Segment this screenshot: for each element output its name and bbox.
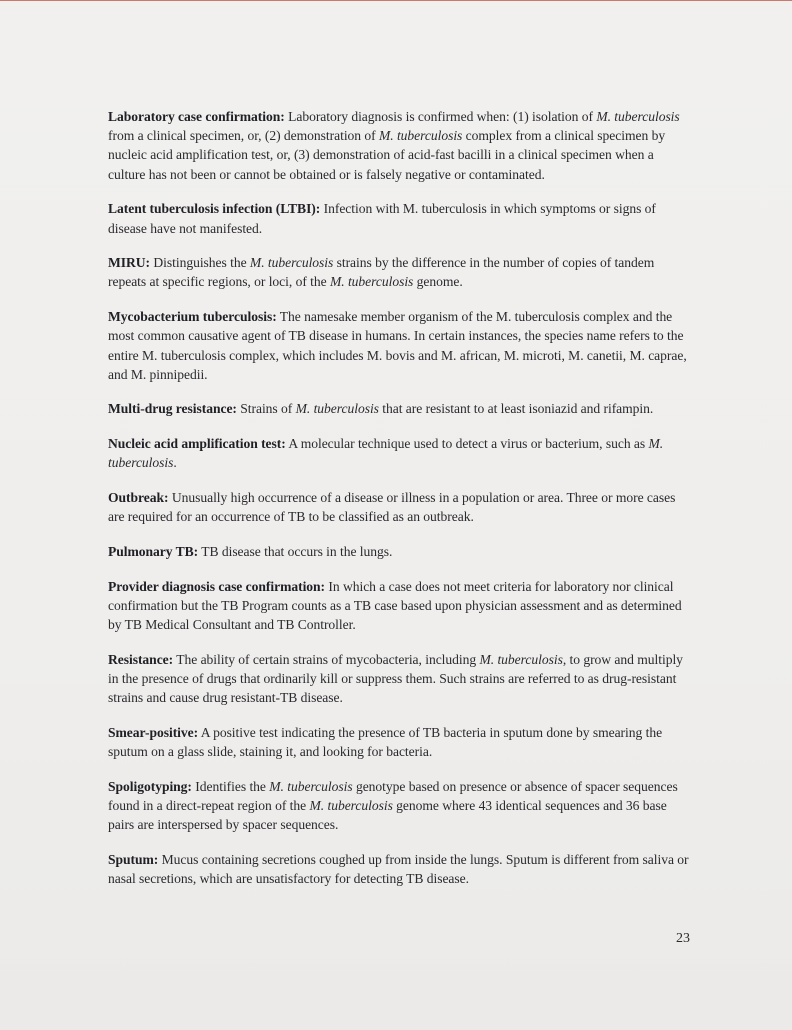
glossary-term: MIRU: xyxy=(108,255,151,271)
glossary-entry xyxy=(108,307,692,384)
definition-text: strains by the difference in the number of copies of tandem repeats at specific regions, or loci, of the xyxy=(108,255,655,290)
page-number: 23 xyxy=(676,931,690,946)
definition-text: Unusually high occurrence of a disease or illness in a population or area. Three or more cases are required for an occurrence of TB to be classified as an outbreak. xyxy=(108,490,676,525)
definition-text: Mucus containing secretions coughed up from inside the lungs. Sputum is different from saliva or nasal secretions, which are unsatisfactory for detecting TB disease. xyxy=(108,851,689,887)
glossary-entry xyxy=(108,723,692,761)
glossary-term: Pulmonary TB: xyxy=(108,543,199,559)
definition-text: Laboratory diagnosis is confirmed when: (1) isolation of xyxy=(284,109,597,124)
definition-text: Infection with M. tuberculosis in which symptoms or signs of disease have not manifested. xyxy=(108,201,656,236)
glossary-entry xyxy=(108,650,692,708)
glossary-term: Smear-positive: xyxy=(108,724,199,740)
definition-text: , to grow and multiply in the presence of drugs that ordinarily kill or suppress them. Such strains are referred to as drug-resistant strains and cause drug resistant-TB disease. xyxy=(108,651,683,706)
glossary-term: Multi-drug resistance: xyxy=(108,401,237,417)
glossary-term: Laboratory case confirmation: xyxy=(108,109,285,124)
glossary-entry xyxy=(108,777,692,835)
definition-text: Identifies the xyxy=(191,778,270,794)
glossary-term: Outbreak: xyxy=(108,490,169,506)
definition-text: In which a case does not meet criteria for laboratory nor clinical confirmation but the TB Program counts as a TB case based upon physician assessment and as determined by TB Medical Consultant and TB Controller. xyxy=(108,578,682,633)
glossary-entry xyxy=(108,253,692,291)
italic-species-name: M. tuberculosis xyxy=(108,436,664,471)
glossary-entry xyxy=(108,488,692,526)
definition-text: complex from a clinical specimen by nucleic acid amplification test, or, (3) demonstration of acid-fast bacilli in a clinical specimen when a culture has not been or cannot be obtained or is falsely negative or contaminated. xyxy=(108,128,666,182)
definition-text: The namesake member organism of the M. tuberculosis complex and the most common causative agent of TB disease in humans. In certain instances, the species name refers to the entire M. tuberculosis complex, which includes M. bovis and M. african, M. microti, M. canetii, M. caprae, and M. pinnipedii. xyxy=(108,309,687,382)
italic-species-name: M. tuberculosis xyxy=(329,274,414,290)
glossary-term: Spoligotyping: xyxy=(108,778,192,794)
italic-species-name: M. tuberculosis xyxy=(596,109,680,124)
glossary-term: Sputum: xyxy=(108,851,159,867)
glossary-term: Mycobacterium tuberculosis: xyxy=(108,309,277,325)
italic-species-name: M. tuberculosis xyxy=(309,797,393,813)
definition-text: A molecular technique used to detect a virus or bacterium, such as xyxy=(285,436,649,452)
italic-species-name: M. tuberculosis xyxy=(249,255,334,271)
glossary-entry xyxy=(108,399,692,418)
definition-text: A positive test indicating the presence of TB bacteria in sputum done by smearing the sputum on a glass slide, staining it, and looking for bacteria. xyxy=(108,724,663,760)
definition-text: The ability of certain strains of mycobacteria, including xyxy=(173,651,480,667)
definition-text: from a clinical specimen, or, (2) demonstration of xyxy=(108,128,379,144)
glossary-term: Latent tuberculosis infection (LTBI): xyxy=(108,201,321,217)
glossary-term: Resistance: xyxy=(108,651,174,667)
italic-species-name: M. tuberculosis xyxy=(378,128,463,144)
glossary-term: Nucleic acid amplification test: xyxy=(108,436,286,452)
definition-text: . xyxy=(173,455,177,471)
definition-text: Distinguishes the xyxy=(150,255,250,271)
definition-text: genome. xyxy=(413,274,463,290)
italic-species-name: M. tuberculosis xyxy=(269,778,353,794)
definition-text: genome where 43 identical sequences and 36 base pairs are interspersed by spacer sequences. xyxy=(108,797,667,833)
glossary-entry xyxy=(108,107,692,184)
glossary-list xyxy=(108,107,692,904)
glossary-entry xyxy=(108,434,692,472)
glossary-entry xyxy=(108,577,692,635)
definition-text: genotype based on presence or absence of spacer sequences found in a direct-repeat region of the xyxy=(108,778,678,813)
glossary-entry xyxy=(108,542,692,561)
glossary-entry xyxy=(108,850,692,888)
italic-species-name: M. tuberculosis xyxy=(479,651,563,667)
glossary-entry xyxy=(108,199,692,237)
definition-text: that are resistant to at least isoniazid and rifampin. xyxy=(378,401,654,417)
glossary-term: Provider diagnosis case confirmation: xyxy=(108,578,326,594)
italic-species-name: M. tuberculosis xyxy=(295,401,379,417)
definition-text: Strains of xyxy=(236,401,296,417)
definition-text: TB disease that occurs in the lungs. xyxy=(198,543,393,559)
